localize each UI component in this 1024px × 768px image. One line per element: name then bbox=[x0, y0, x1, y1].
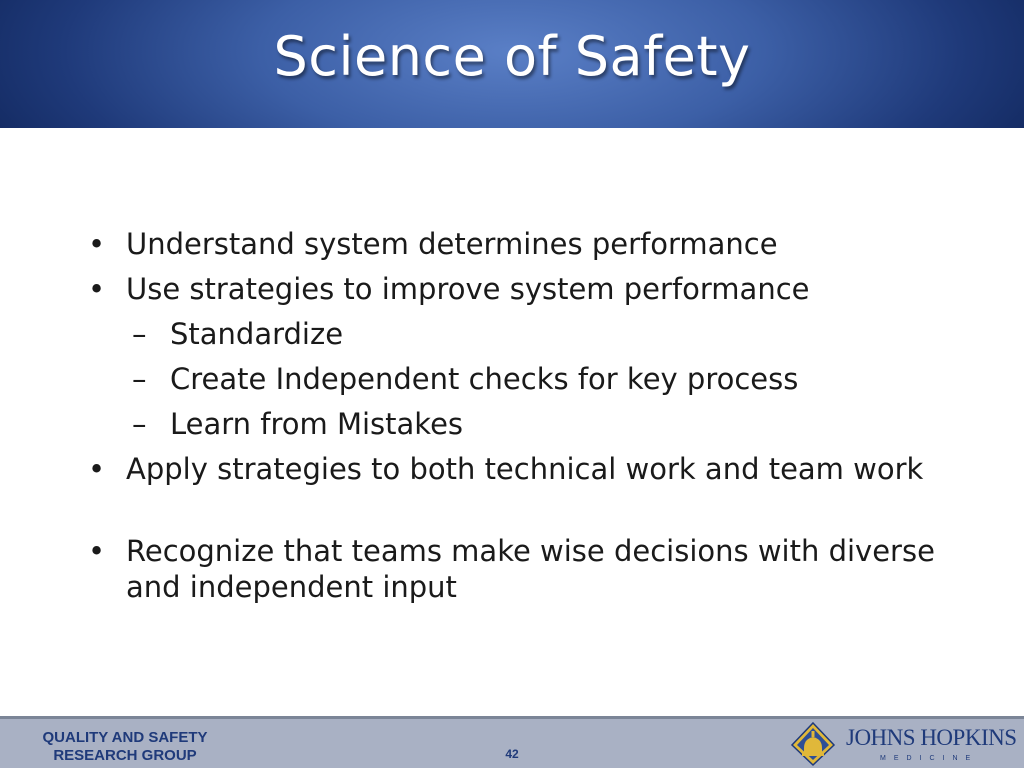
medicine-wordmark: MEDICINE bbox=[880, 755, 979, 762]
dash-marker: – bbox=[132, 317, 147, 351]
bullet-text: Apply strategies to both technical work and team work bbox=[126, 452, 924, 486]
page-number: 42 bbox=[505, 747, 519, 761]
bullet-marker: • bbox=[88, 452, 106, 486]
slide-footer bbox=[0, 716, 1024, 768]
bullet-text: Understand system determines performance bbox=[126, 227, 778, 261]
sub-bullet-text: Learn from Mistakes bbox=[170, 407, 464, 441]
bullet-text: Recognize that teams make wise decisions with diverse and independent input bbox=[126, 534, 935, 604]
bullet-marker: • bbox=[88, 534, 106, 568]
sub-bullet-text: Standardize bbox=[170, 317, 344, 351]
bullet-marker: • bbox=[88, 227, 106, 261]
bullet-marker: • bbox=[88, 272, 106, 306]
dash-marker: – bbox=[132, 362, 147, 396]
slide-header bbox=[0, 0, 1024, 128]
bullet-text: Use strategies to improve system performance bbox=[126, 272, 810, 306]
johns-hopkins-wordmark: JOHNS HOPKINS bbox=[846, 725, 1017, 750]
sub-bullet-text: Create Independent checks for key process bbox=[170, 362, 799, 396]
research-group-name bbox=[10, 729, 240, 765]
johns-hopkins-dome-seal-icon bbox=[790, 721, 836, 767]
dash-marker: – bbox=[132, 407, 147, 441]
group-name-line2: RESEARCH GROUP bbox=[53, 747, 197, 764]
group-name-line1: QUALITY AND SAFETY bbox=[42, 729, 208, 746]
slide-title: Science of Safety bbox=[273, 25, 751, 88]
